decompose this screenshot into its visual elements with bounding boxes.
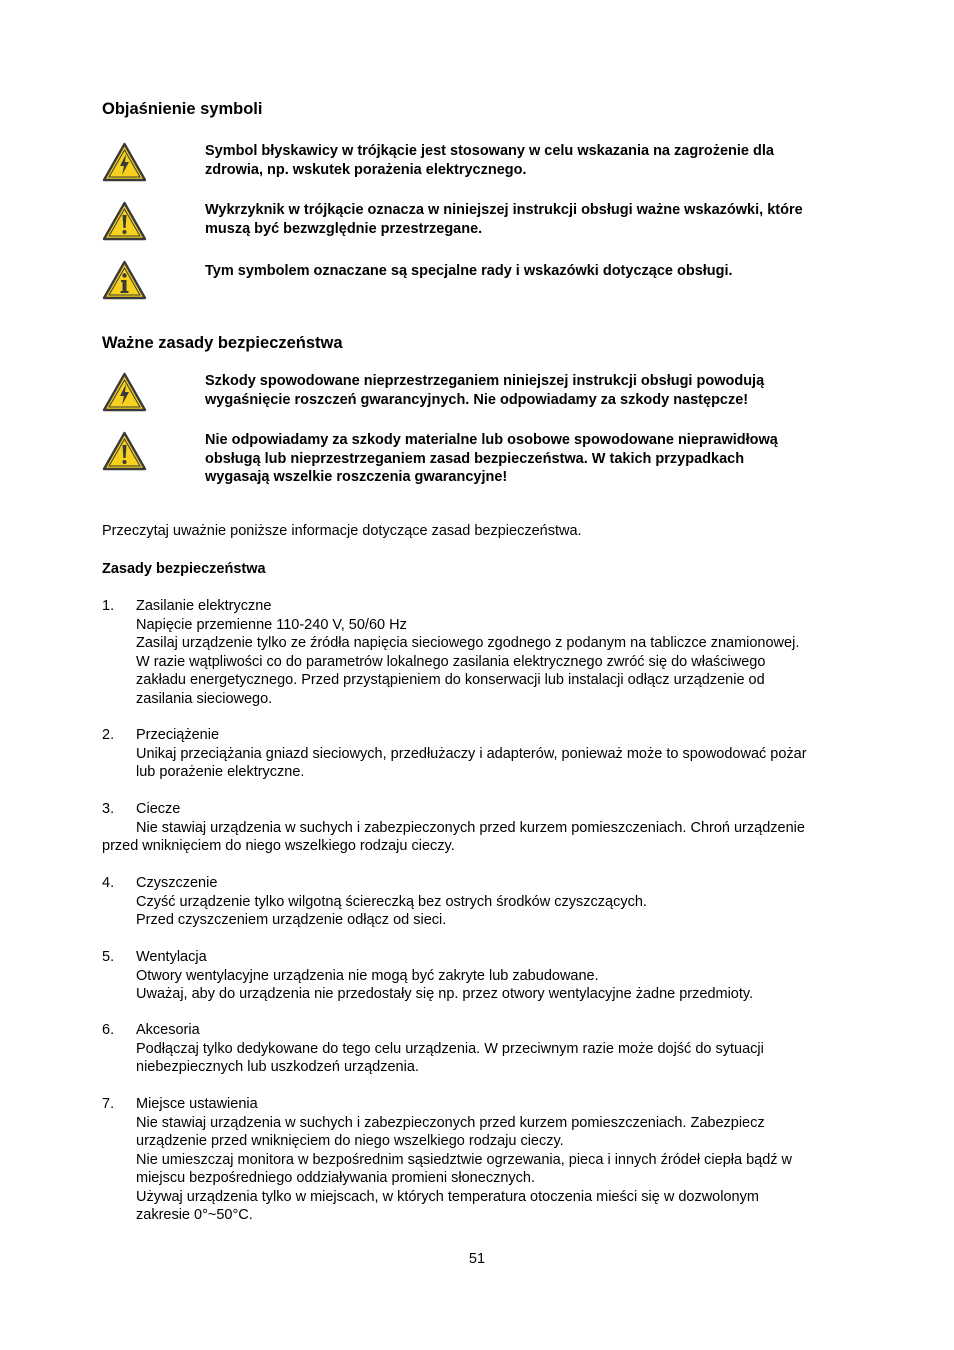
lightning-warning-icon: [102, 142, 147, 182]
rule-number: 4.: [102, 875, 115, 891]
safety-description: Szkody spowodowane nieprzestrzeganiem niniejszej instrukcji obsługi powodują wygaśnięcie roszczeń gwarancyjnych. Nie odpowiadamy za szkody następcze!: [205, 373, 765, 408]
rule-title: Czyszczenie: [136, 875, 218, 891]
rule-body: Nie stawiaj urządzenia w suchych i zabezpieczonych przed kurzem pomieszczeniach. Chroń urządzenie przed wniknięciem do niego wszelkiego rodzaju cieczy.: [102, 819, 805, 854]
rule-number: 3.: [102, 801, 115, 817]
rule-body: Unikaj przeciążania gniazd sieciowych, przedłużaczy i adapterów, ponieważ może to spowodować pożar lub porażenie elektryczne.: [136, 745, 807, 780]
symbol-description: Symbol błyskawicy w trójkącie jest stosowany w celu wskazania na zagrożenie dla zdrowia, np. wskutek porażenia elektrycznego.: [205, 143, 774, 178]
rule-number: 6.: [102, 1022, 115, 1038]
rule-body: Otwory wentylacyjne urządzenia nie mogą być zakryte lub zabudowane. Uważaj, aby do urządzenia nie przedostały się np. przez otwory wentylacyjne żadne przedmioty.: [136, 967, 754, 1002]
symbol-description: Wykrzyknik w trójkącie oznacza w niniejszej instrukcji obsługi ważne wskazówki, które muszą być bezwzględnie przestrzegane.: [205, 202, 803, 237]
rule-title: Akcesoria: [136, 1022, 200, 1038]
exclamation-warning-icon: [102, 201, 147, 241]
exclamation-warning-icon: [102, 431, 147, 471]
safety-heading: Ważne zasady bezpieczeństwa: [102, 334, 343, 352]
rule-number: 1.: [102, 598, 115, 614]
lightning-warning-icon: [102, 372, 147, 412]
rule-body: Napięcie przemienne 110-240 V, 50/60 Hz Zasilaj urządzenie tylko ze źródła napięcia sieciowego zgodnego z podanym na tabliczce znamionowej. W razie wątpliwości co do parametrów lokalnego zasilania elektrycznego zwróć się do właściwego zakładu energetycznego. Przed przystąpieniem do konserwacji lub instalacji odłącz urządzenie od zasilania sieciowego.: [136, 616, 800, 707]
rules-heading: Zasady bezpieczeństwa: [102, 561, 266, 577]
rule-title: Zasilanie elektryczne: [136, 598, 272, 614]
rule-number: 5.: [102, 949, 115, 965]
symbol-description: Tym symbolem oznaczane są specjalne rady i wskazówki dotyczące obsługi.: [205, 263, 733, 279]
rule-body: Czyść urządzenie tylko wilgotną ściereczką bez ostrych środków czyszczących. Przed czyszczeniem urządzenie odłącz od sieci.: [136, 893, 647, 928]
rule-body: Podłączaj tylko dedykowane do tego celu urządzenia. W przeciwnym razie może dojść do sytuacji niebezpiecznych lub uszkodzeń urządzenia.: [136, 1040, 764, 1075]
rule-body: Nie stawiaj urządzenia w suchych i zabezpieczonych przed kurzem pomieszczeniach. Zabezpiecz urządzenie przed wniknięciem do niego wszelkiego rodzaju cieczy. Nie umieszczaj monitora w bezpośrednim sąsiedztwie ogrzewania, pieca i innych źródeł ciepła bądź w miejscu bezpośredniego oddziaływania promieni słonecznych. Używaj urządzenia tylko w miejscach, w których temperatura otoczenia mieści się w dozwolonym zakresie 0°~50°C.: [136, 1114, 793, 1223]
rule-number: 7.: [102, 1096, 115, 1112]
rule-title: Wentylacja: [136, 949, 207, 965]
rule-title: Przeciążenie: [136, 727, 220, 743]
symbols-heading: Objaśnienie symboli: [102, 100, 263, 118]
rule-title: Miejsce ustawienia: [136, 1096, 258, 1112]
rule-title: Ciecze: [136, 801, 181, 817]
page-number: 51: [468, 1251, 486, 1267]
info-warning-icon: [102, 260, 147, 300]
safety-description: Nie odpowiadamy za szkody materialne lub osobowe spowodowane nieprawidłową obsługą lub nieprzestrzeganiem zasad bezpieczeństwa. W takich przypadkach wygasają wszelkie roszczenia gwarancyjne!: [205, 432, 778, 485]
rule-number: 2.: [102, 727, 115, 743]
intro-text: Przeczytaj uważnie poniższe informacje dotyczące zasad bezpieczeństwa.: [102, 523, 582, 539]
